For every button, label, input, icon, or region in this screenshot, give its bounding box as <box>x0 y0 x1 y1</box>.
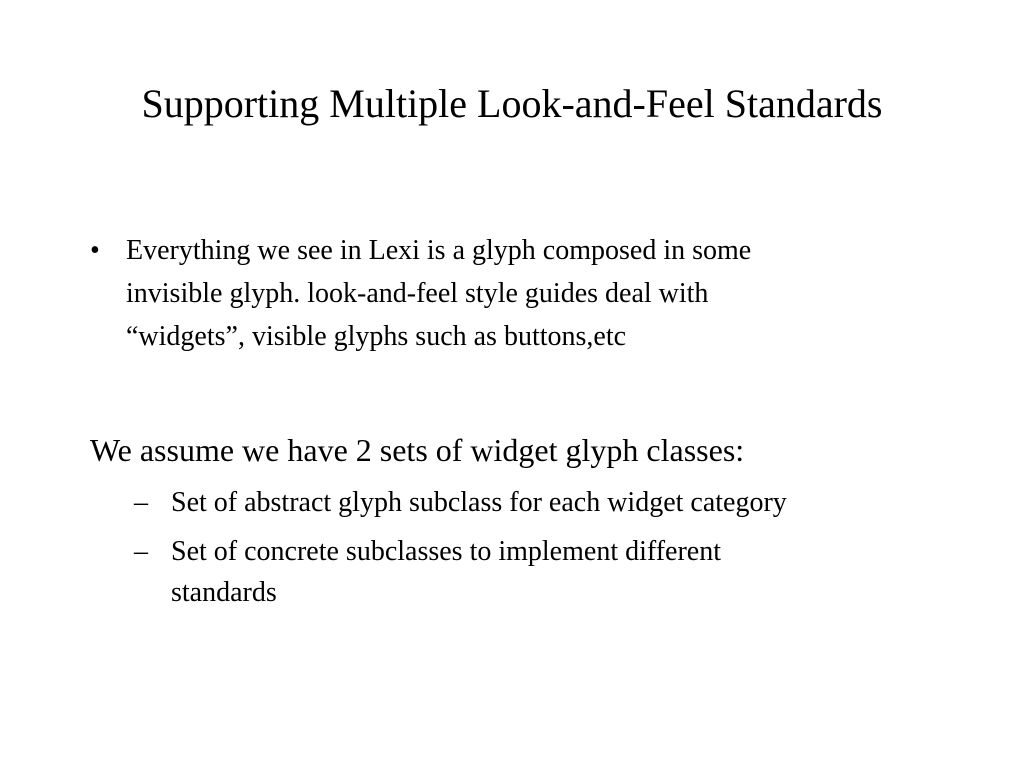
sub-item-marker: – <box>134 487 148 518</box>
sub-item-text <box>171 531 994 613</box>
slide-title: Supporting Multiple Look-and-Feel Standards <box>141 81 883 126</box>
bullet-line: “widgets”, visible glyphs such as buttons,etc <box>126 321 627 352</box>
bullet-line: Everything we see in Lexi is a glyph composed in some <box>126 235 752 266</box>
sub-item-marker: – <box>134 536 148 567</box>
sub-item-line: Set of abstract glyph subclass for each widget category <box>171 487 787 518</box>
bullet-item <box>90 229 950 358</box>
sub-item-line: standards <box>171 577 277 608</box>
sub-item <box>134 482 994 523</box>
bullet-line: invisible glyph. look-and-feel style guides deal with <box>126 278 709 309</box>
sub-item-text <box>171 482 994 523</box>
bullet-text <box>126 229 950 358</box>
sub-item-line: Set of concrete subclasses to implement different <box>171 536 721 567</box>
statement-text: We assume we have 2 sets of widget glyph classes: <box>90 432 745 468</box>
bullet-marker: • <box>90 235 100 266</box>
sub-item <box>134 531 994 613</box>
